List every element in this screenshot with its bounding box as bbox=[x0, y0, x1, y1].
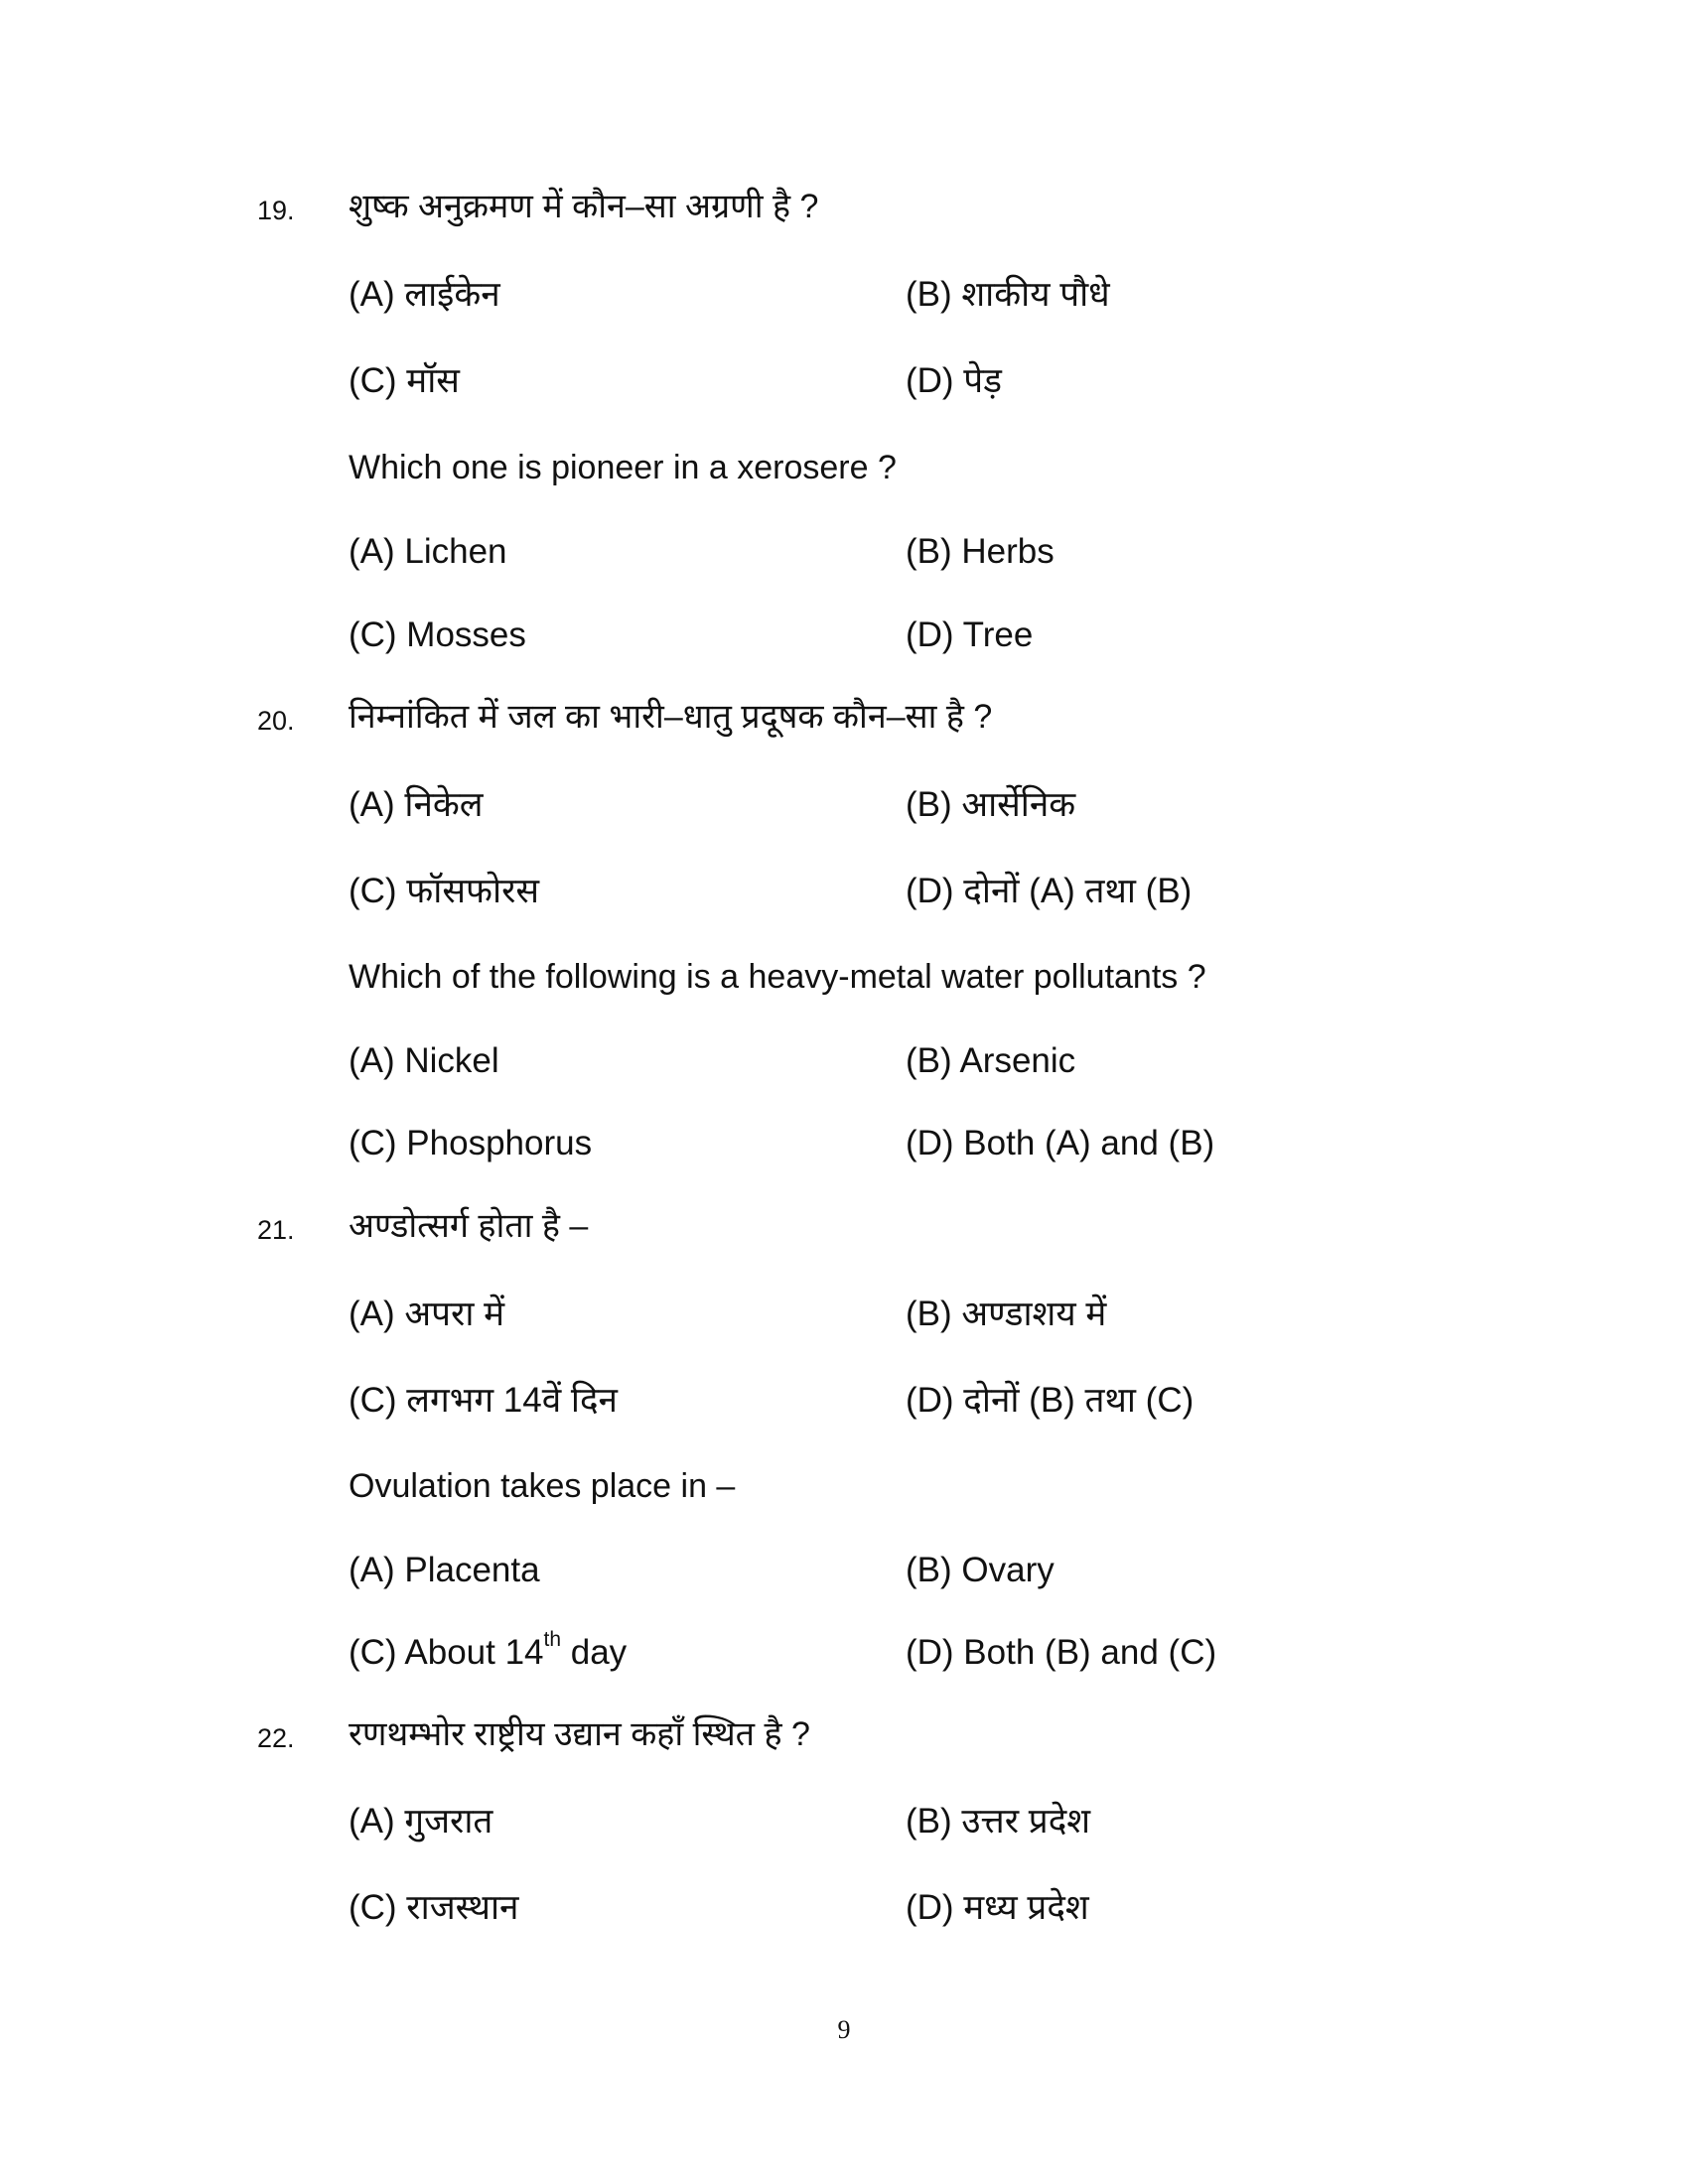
option-a-english: (A) Nickel bbox=[349, 1041, 499, 1080]
option-b-english: (B) Herbs bbox=[906, 532, 1055, 571]
option-d-hindi: (D) दोनों (A) तथा (B) bbox=[906, 872, 1193, 910]
question-text-hindi: शुष्क अनुक्रमण में कौन–सा अग्रणी है ? bbox=[349, 188, 819, 225]
option-c-english-superscript: th bbox=[543, 1628, 562, 1652]
option-c-hindi: (C) मॉस bbox=[349, 361, 460, 400]
page-number: 9 bbox=[837, 2015, 851, 2044]
option-c-english bbox=[349, 1628, 628, 1672]
question-text-english: Which one is pioneer in a xerosere ? bbox=[349, 449, 897, 486]
option-c-hindi: (C) लगभग 14वें दिन bbox=[349, 1381, 618, 1420]
question-number: 19. bbox=[257, 196, 295, 225]
question-number: 20. bbox=[257, 706, 295, 736]
option-a-hindi: (A) गुजरात bbox=[349, 1802, 493, 1841]
option-c-english: (C) Phosphorus bbox=[349, 1124, 593, 1162]
option-a-hindi: (A) निकेल bbox=[349, 785, 484, 824]
option-c-hindi: (C) फॉसफोरस bbox=[349, 872, 540, 910]
option-b-hindi: (B) अण्डाशय में bbox=[906, 1295, 1107, 1333]
question-text-hindi: अण्डोत्सर्ग होता है – bbox=[349, 1207, 589, 1245]
option-a-hindi: (A) लाईकेन bbox=[349, 275, 500, 314]
question-text-english: Which of the following is a heavy-metal water pollutants ? bbox=[349, 958, 1206, 996]
option-b-english: (B) Arsenic bbox=[906, 1041, 1076, 1080]
option-c-english: (C) Mosses bbox=[349, 615, 526, 654]
option-c-english-prefix: (C) About 14 bbox=[349, 1633, 544, 1672]
question-text-english: Ovulation takes place in – bbox=[349, 1467, 736, 1505]
option-b-hindi: (B) उत्तर प्रदेश bbox=[906, 1802, 1091, 1841]
option-a-english: (A) Lichen bbox=[349, 532, 507, 571]
option-d-english: (D) Tree bbox=[906, 615, 1034, 654]
question-number: 22. bbox=[257, 1723, 295, 1753]
option-b-hindi: (B) आर्सेनिक bbox=[906, 785, 1076, 824]
option-d-english: (D) Both (A) and (B) bbox=[906, 1124, 1215, 1162]
question-text-hindi: रणथम्भोर राष्ट्रीय उद्यान कहाँ स्थित है ? bbox=[349, 1715, 810, 1753]
option-d-hindi: (D) दोनों (B) तथा (C) bbox=[906, 1381, 1195, 1420]
option-c-english-suffix: day bbox=[561, 1633, 628, 1672]
option-a-english: (A) Placenta bbox=[349, 1551, 540, 1589]
option-d-english: (D) Both (B) and (C) bbox=[906, 1633, 1217, 1672]
option-d-hindi: (D) पेड़ bbox=[906, 361, 1002, 400]
option-c-hindi: (C) राजस्थान bbox=[349, 1888, 519, 1927]
option-b-hindi: (B) शाकीय पौधे bbox=[906, 275, 1110, 314]
question-text-hindi: निम्नांकित में जल का भारी–धातु प्रदूषक कौन–सा है ? bbox=[349, 698, 993, 736]
option-d-hindi: (D) मध्य प्रदेश bbox=[906, 1888, 1089, 1927]
option-b-english: (B) Ovary bbox=[906, 1551, 1055, 1589]
option-a-hindi: (A) अपरा में bbox=[349, 1295, 505, 1333]
question-number: 21. bbox=[257, 1215, 295, 1245]
